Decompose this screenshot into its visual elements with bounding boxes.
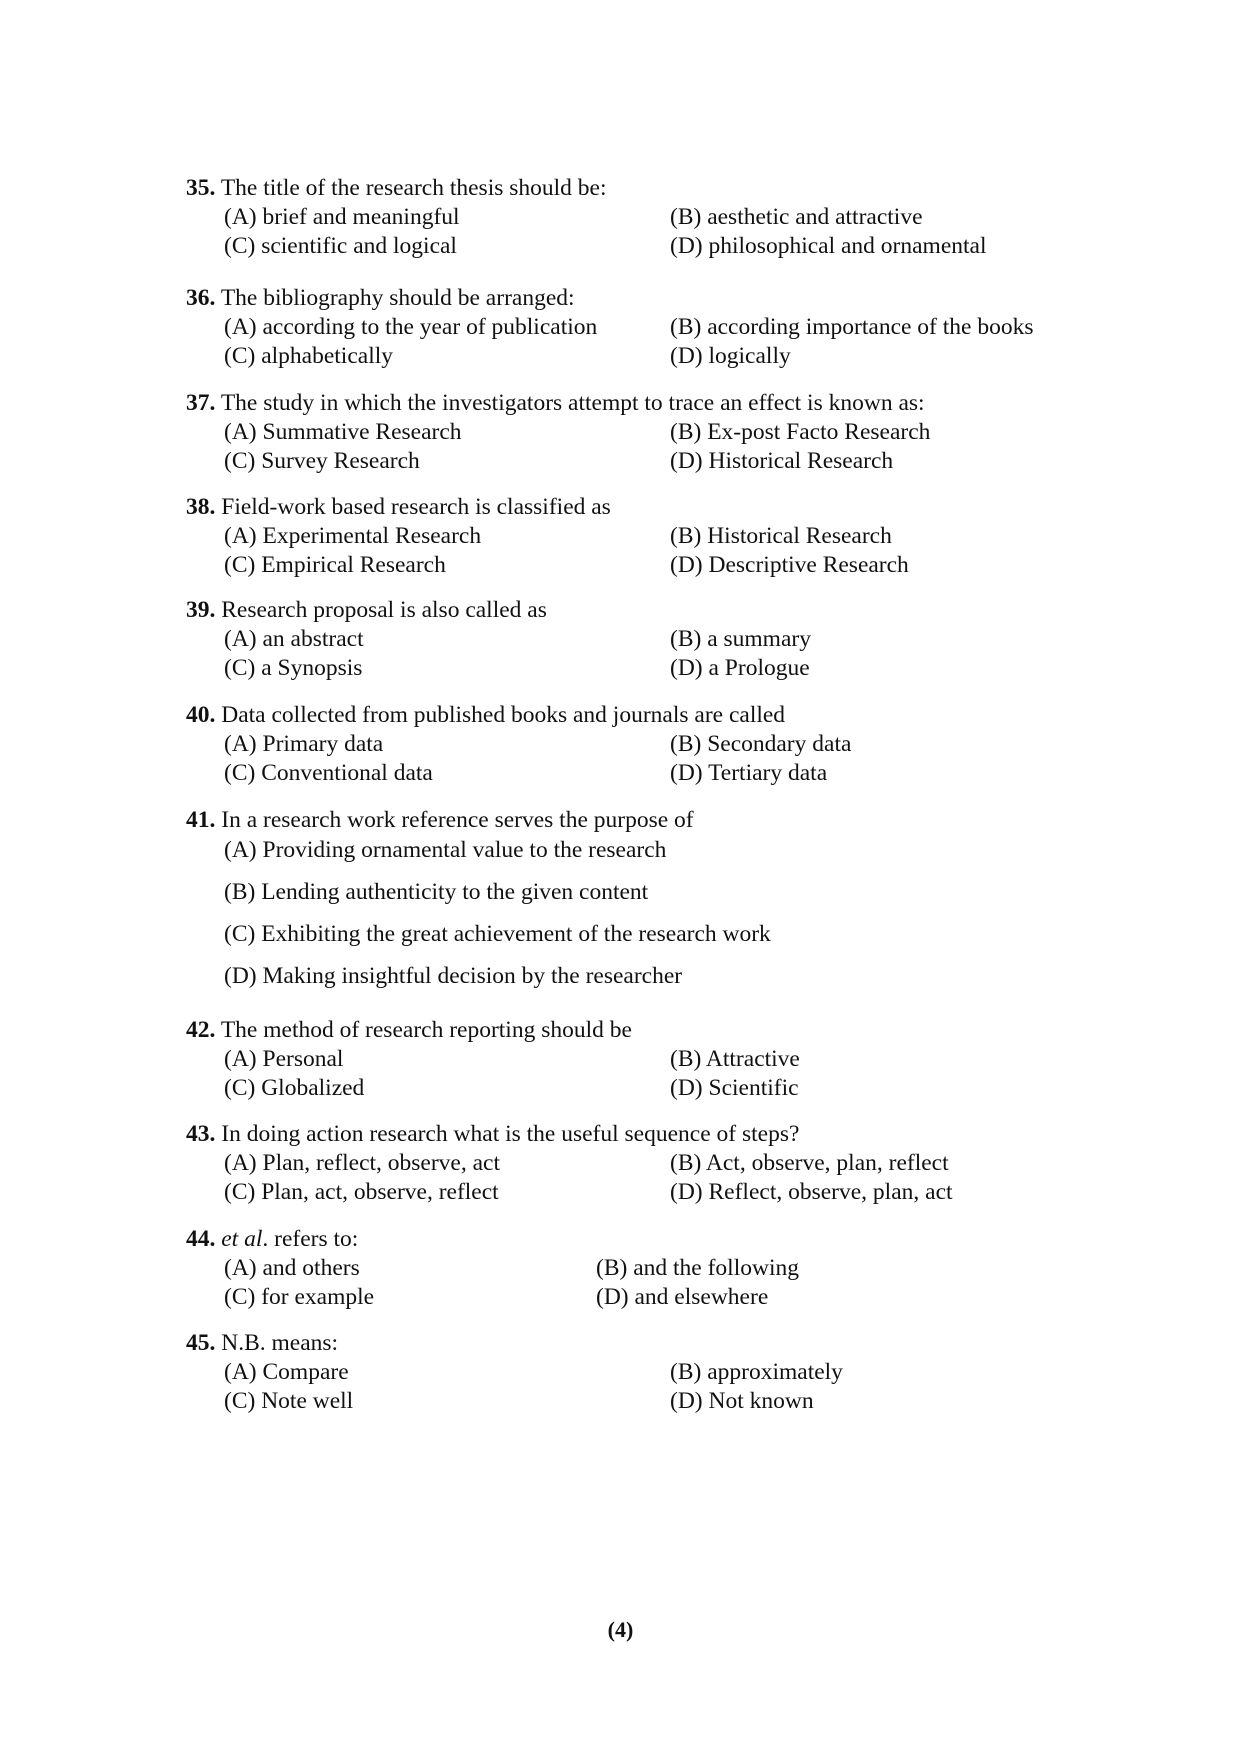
option-row <box>186 1178 1086 1207</box>
question-45 <box>186 1328 1086 1416</box>
question-text: The title of the research thesis should be: <box>220 175 607 201</box>
option-c: (C) for example <box>224 1284 375 1310</box>
question-stem <box>186 1328 1086 1358</box>
option-b: (B) Lending authenticity to the given content <box>224 879 649 905</box>
option-row <box>186 522 1086 551</box>
option-row <box>186 551 1086 580</box>
question-text: The study in which the investigators attempt to trace an effect is known as: <box>220 390 925 416</box>
option-d: (D) Descriptive Research <box>670 552 909 578</box>
question-stem <box>186 283 1086 313</box>
option-a: (A) Providing ornamental value to the research <box>224 837 667 863</box>
option-d: (D) logically <box>670 343 791 369</box>
question-38 <box>186 492 1086 580</box>
question-number: 35. <box>186 175 216 201</box>
question-text: In doing action research what is the useful sequence of steps? <box>221 1121 800 1147</box>
option-a: (A) Personal <box>224 1046 344 1072</box>
option-c: (C) Survey Research <box>224 448 420 474</box>
question-number: 43. <box>186 1121 216 1147</box>
option-d: (D) a Prologue <box>670 655 810 681</box>
option-d: (D) Not known <box>670 1388 814 1414</box>
option-row <box>186 1254 1086 1283</box>
option-c: (C) Globalized <box>224 1075 365 1101</box>
question-number: 36. <box>186 285 216 311</box>
question-42 <box>186 1015 1086 1103</box>
option-row <box>186 342 1086 371</box>
option-row <box>186 313 1086 342</box>
question-text: In a research work reference serves the purpose of <box>221 807 694 833</box>
question-35 <box>186 173 1086 261</box>
option-row <box>186 625 1086 654</box>
question-number: 39. <box>186 597 216 623</box>
option-a: (A) Primary data <box>224 731 384 757</box>
option-b: (B) approximately <box>670 1359 843 1385</box>
question-text: . refers to: <box>262 1226 359 1252</box>
option-row <box>186 730 1086 759</box>
option-b: (B) Ex-post Facto Research <box>670 419 931 445</box>
question-stem <box>186 595 1086 625</box>
option-row <box>186 1387 1086 1416</box>
option-a: (A) brief and meaningful <box>224 204 460 230</box>
question-40 <box>186 700 1086 788</box>
question-text: Data collected from published books and journals are called <box>221 702 786 728</box>
question-stem <box>186 492 1086 522</box>
option-b: (B) Secondary data <box>670 731 852 757</box>
option-b: (B) and the following <box>596 1255 799 1281</box>
question-number: 37. <box>186 390 216 416</box>
option-row <box>186 418 1086 447</box>
option-row <box>186 654 1086 683</box>
option-row <box>186 1358 1086 1387</box>
option-a: (A) Plan, reflect, observe, act <box>224 1150 500 1176</box>
option-b: (B) a summary <box>670 626 811 652</box>
question-36 <box>186 283 1086 371</box>
option-row <box>186 1149 1086 1178</box>
option-d: (D) Making insightful decision by the researcher <box>224 963 683 989</box>
option-c: (C) Note well <box>224 1388 354 1414</box>
option-row <box>186 203 1086 232</box>
question-stem <box>186 1224 1086 1254</box>
option-row <box>186 1074 1086 1103</box>
question-stem <box>186 388 1086 418</box>
question-number: 41. <box>186 807 216 833</box>
option-a: (A) Summative Research <box>224 419 462 445</box>
option-b: (B) according importance of the books <box>670 314 1034 340</box>
question-stem <box>186 1015 1086 1045</box>
option-row <box>186 447 1086 476</box>
option-row <box>186 1283 1086 1312</box>
question-stem <box>186 173 1086 203</box>
question-stem <box>186 700 1086 730</box>
option-d: (D) Tertiary data <box>670 760 828 786</box>
option-c: (C) alphabetically <box>224 343 393 369</box>
option-a: (A) according to the year of publication <box>224 314 598 340</box>
option-c: (C) Exhibiting the great achievement of the research work <box>224 921 771 947</box>
option-a: (A) and others <box>224 1255 360 1281</box>
option-row <box>186 759 1086 788</box>
option-d: (D) and elsewhere <box>596 1284 769 1310</box>
option-d: (D) Reflect, observe, plan, act <box>670 1179 953 1205</box>
question-text: Field-work based research is classified as <box>221 494 611 520</box>
question-number: 45. <box>186 1330 216 1356</box>
option-c: (C) scientific and logical <box>224 233 457 259</box>
question-43 <box>186 1119 1086 1207</box>
question-stem <box>186 805 1086 835</box>
question-44 <box>186 1224 1086 1312</box>
question-text-italic: et al <box>221 1226 263 1252</box>
question-number: 44. <box>186 1226 216 1252</box>
option-c: (C) Conventional data <box>224 760 433 786</box>
question-37 <box>186 388 1086 476</box>
option-d: (D) Historical Research <box>670 448 894 474</box>
option-a: (A) Experimental Research <box>224 523 482 549</box>
option-d: (D) Scientific <box>670 1075 799 1101</box>
option-b: (B) Act, observe, plan, reflect <box>670 1150 949 1176</box>
question-number: 40. <box>186 702 216 728</box>
option-b: (B) Attractive <box>670 1046 800 1072</box>
question-stem <box>186 1119 1086 1149</box>
option-c: (C) Empirical Research <box>224 552 446 578</box>
question-number: 38. <box>186 494 216 520</box>
question-text: The method of research reporting should be <box>220 1017 632 1043</box>
question-text: N.B. means: <box>221 1330 339 1356</box>
option-row <box>186 1045 1086 1074</box>
option-d: (D) philosophical and ornamental <box>670 233 987 259</box>
option-b: (B) Historical Research <box>670 523 892 549</box>
option-c: (C) a Synopsis <box>224 655 363 681</box>
page-number: (4) <box>607 1617 634 1642</box>
question-text: The bibliography should be arranged: <box>220 285 575 311</box>
option-a: (A) an abstract <box>224 626 364 652</box>
option-c: (C) Plan, act, observe, reflect <box>224 1179 499 1205</box>
option-b: (B) aesthetic and attractive <box>670 204 923 230</box>
option-row <box>186 232 1086 261</box>
question-39 <box>186 595 1086 683</box>
option-a: (A) Compare <box>224 1359 349 1385</box>
question-number: 42. <box>186 1017 216 1043</box>
question-text: Research proposal is also called as <box>221 597 547 623</box>
question-41 <box>186 805 1086 991</box>
